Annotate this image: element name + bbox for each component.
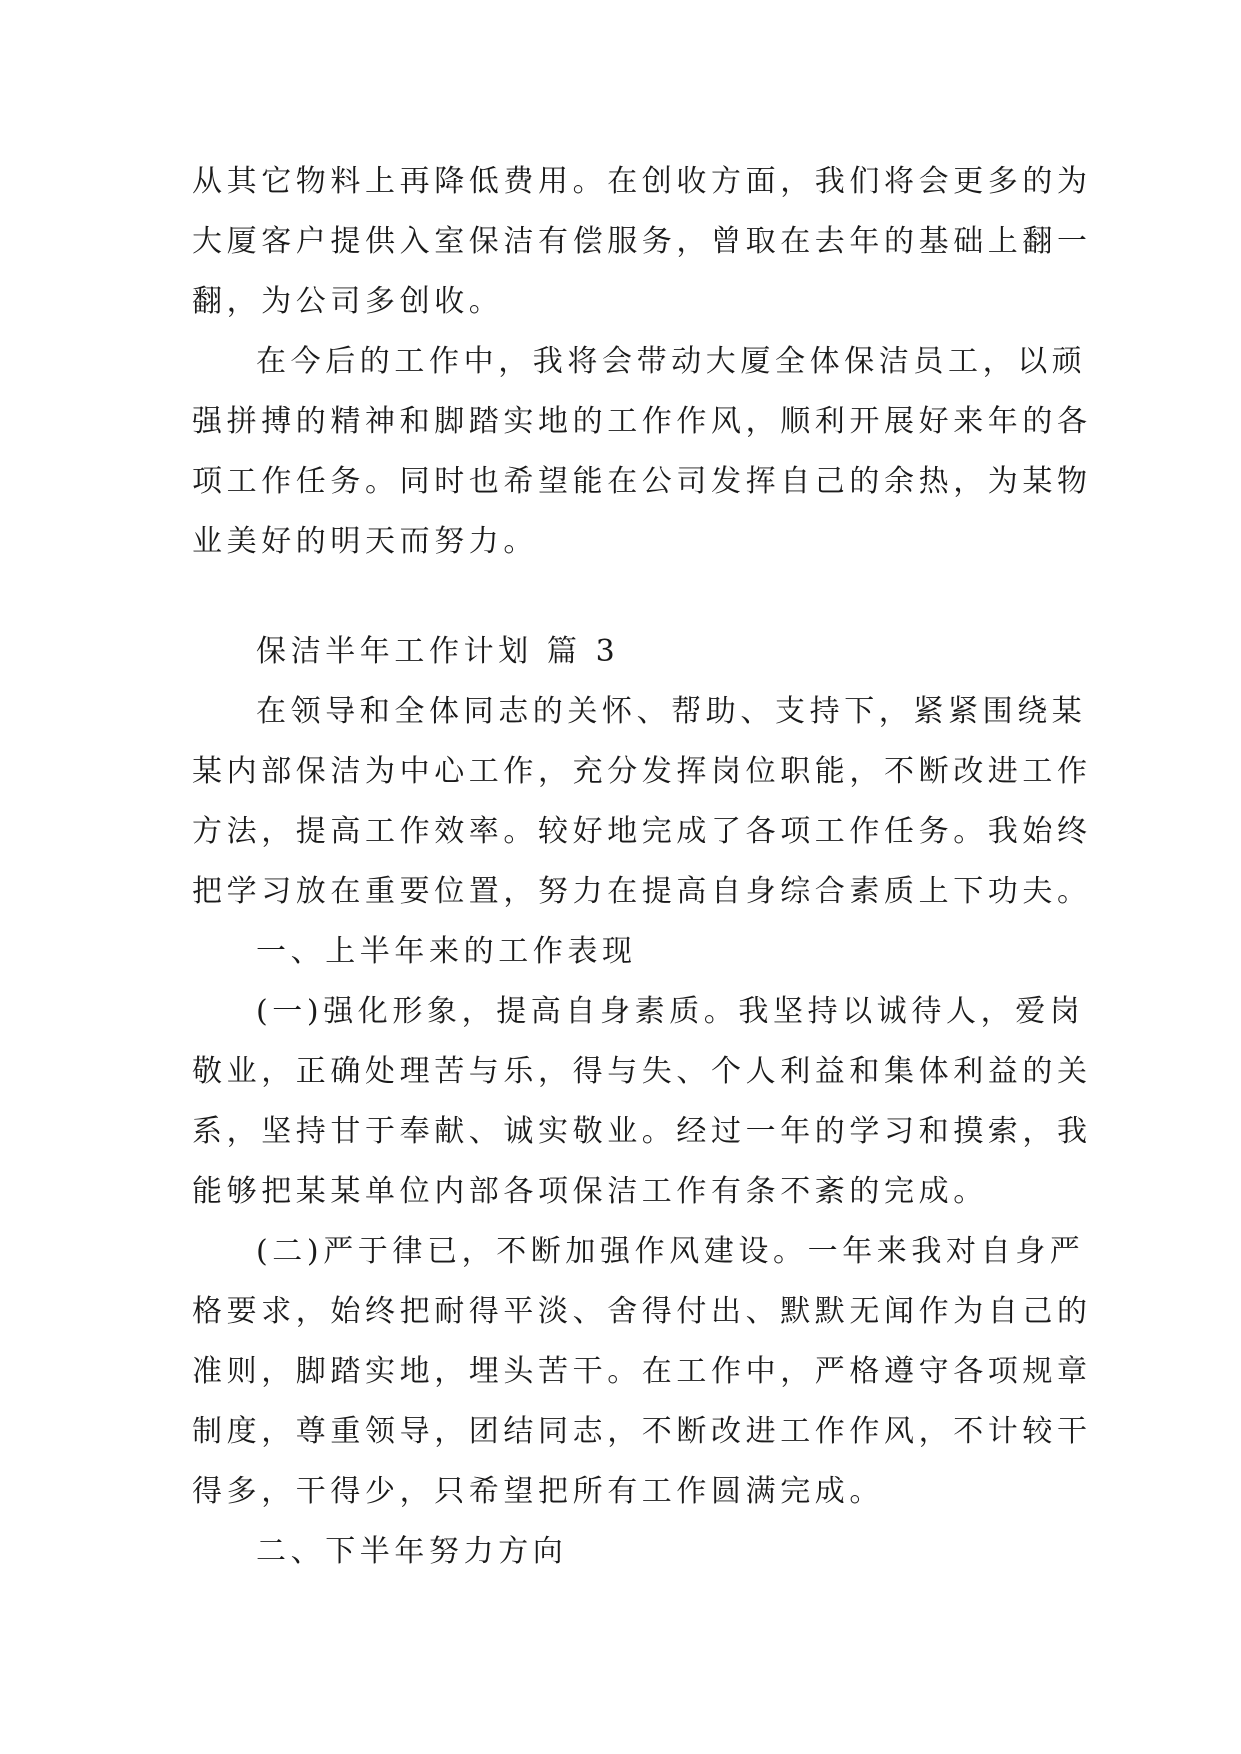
section-heading: 保洁半年工作计划 篇 3 bbox=[256, 634, 620, 669]
text-line: (一)强化形象，提高自身素质。我坚持以诚待人，爱岗 bbox=[256, 994, 1085, 1029]
text-line: 敬业，正确处理苦与乐，得与失、个人利益和集体利益的关 bbox=[192, 1054, 1092, 1089]
text-line: 得多，干得少，只希望把所有工作圆满完成。 bbox=[192, 1474, 884, 1509]
text-line: 能够把某某单位内部各项保洁工作有条不紊的完成。 bbox=[192, 1174, 988, 1209]
text-line: 在领导和全体同志的关怀、帮助、支持下，紧紧围绕某 bbox=[256, 694, 1087, 729]
text-line: 在今后的工作中，我将会带动大厦全体保洁员工，以顽 bbox=[256, 344, 1087, 379]
text-line: 制度，尊重领导，团结同志，不断改进工作作风，不计较干 bbox=[192, 1414, 1092, 1449]
text-line: 翻，为公司多创收。 bbox=[192, 284, 504, 319]
text-line: 项工作任务。同时也希望能在公司发挥自己的余热，为某物 bbox=[192, 464, 1092, 499]
text-line: 格要求，始终把耐得平淡、舍得付出、默默无闻作为自己的 bbox=[192, 1294, 1092, 1329]
text-line: 业美好的明天而努力。 bbox=[192, 524, 538, 559]
subheading-2: 二、下半年努力方向 bbox=[256, 1534, 568, 1569]
text-line: 把学习放在重要位置，努力在提高自身综合素质上下功夫。 bbox=[192, 874, 1092, 909]
text-line: 准则，脚踏实地，埋头苦干。在工作中，严格遵守各项规章 bbox=[192, 1354, 1092, 1389]
text-line: (二)严于律已，不断加强作风建设。一年来我对自身严 bbox=[256, 1234, 1085, 1269]
subheading-1: 一、上半年来的工作表现 bbox=[256, 934, 637, 969]
text-line: 某内部保洁为中心工作，充分发挥岗位职能，不断改进工作 bbox=[192, 754, 1092, 789]
text-line: 从其它物料上再降低费用。在创收方面，我们将会更多的为 bbox=[192, 164, 1092, 199]
text-line: 方法，提高工作效率。较好地完成了各项工作任务。我始终 bbox=[192, 814, 1092, 849]
text-line: 系，坚持甘于奉献、诚实敬业。经过一年的学习和摸索，我 bbox=[192, 1114, 1092, 1149]
text-line: 强拼搏的精神和脚踏实地的工作作风，顺利开展好来年的各 bbox=[192, 404, 1092, 439]
text-line: 大厦客户提供入室保洁有偿服务，曾取在去年的基础上翻一 bbox=[192, 224, 1092, 259]
